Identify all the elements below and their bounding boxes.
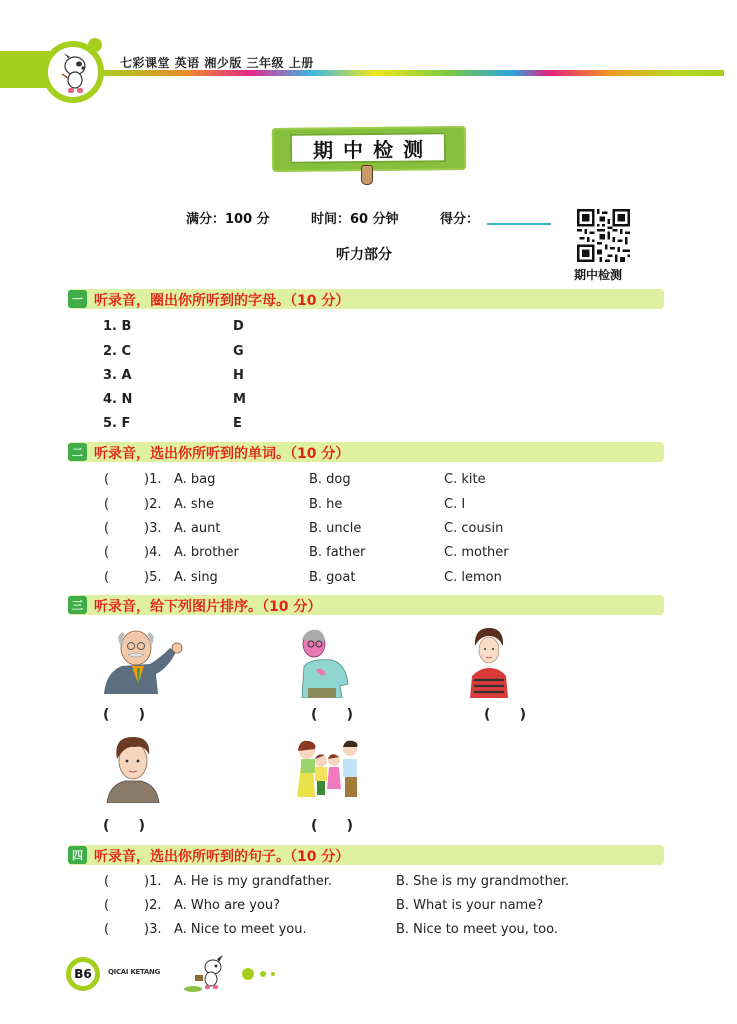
option-b: B. dog — [309, 472, 351, 487]
section-2-title: 听录音，选出你所听到的单词。（10 分） — [94, 446, 350, 462]
option-a: A. sing — [174, 570, 218, 585]
brother-picture — [105, 733, 161, 803]
time-label: 时间：60 分钟 — [311, 212, 399, 227]
option-b: B. father — [309, 545, 366, 560]
option-c: C. mother — [444, 545, 509, 560]
section-4-title: 听录音，选出你所听到的句子。（10 分） — [94, 849, 350, 865]
picture-2-blank[interactable]: ( ) — [311, 707, 354, 723]
option-a: A. He is my grandfather. — [174, 874, 333, 889]
footer-dot-small — [271, 972, 275, 976]
section-1-title: 听录音，圈出你所听到的字母。（10 分） — [94, 293, 350, 309]
option-b: B. uncle — [309, 521, 362, 536]
score-blank[interactable] — [487, 223, 551, 225]
option-a: A. Nice to meet you. — [174, 922, 307, 937]
qr-caption: 期中检测 — [574, 268, 623, 282]
option-a: A. aunt — [174, 521, 221, 536]
section-1-number: 一 — [68, 290, 87, 308]
option-c: C. lemon — [444, 570, 502, 585]
letter-option-a[interactable]: A — [121, 368, 132, 383]
picture-4-blank[interactable]: ( ) — [103, 818, 146, 834]
section-4-header — [68, 845, 664, 865]
answer-blank[interactable]: ( — [104, 472, 110, 487]
page-number: B6 — [74, 967, 92, 981]
option-c: C. kite — [444, 472, 486, 487]
series-title: 七彩课堂 英语 湘少版 三年级 上册 — [120, 56, 314, 70]
option-a: A. brother — [174, 545, 239, 560]
section-2-header — [68, 442, 664, 462]
page-number-badge — [66, 957, 100, 991]
letter-option-a[interactable]: F — [121, 416, 131, 431]
section-1-header — [68, 289, 664, 309]
option-b: B. goat — [309, 570, 356, 585]
letter-option-a[interactable]: B — [121, 319, 132, 334]
letter-option-b[interactable]: E — [233, 416, 242, 431]
picture-3-blank[interactable]: ( ) — [484, 707, 527, 723]
answer-blank[interactable]: ( — [104, 922, 110, 937]
page-title: 期中检测 — [312, 136, 434, 163]
option-c: C. cousin — [444, 521, 504, 536]
letter-option-a[interactable]: N — [121, 392, 133, 407]
answer-blank[interactable]: ( — [104, 874, 110, 889]
answer-blank[interactable]: ( — [104, 521, 110, 536]
footer-brand: QICAI KETANG — [108, 968, 161, 976]
footer-dot-large — [242, 968, 254, 980]
answer-blank[interactable]: ( — [104, 898, 110, 913]
header-rainbow-bar — [100, 70, 724, 76]
section-3-title: 听录音，给下列图片排序。（10 分） — [94, 599, 322, 615]
letter-option-b[interactable]: M — [233, 392, 246, 407]
letter-option-b[interactable]: D — [233, 319, 244, 334]
answer-blank[interactable]: ( — [104, 497, 110, 512]
qr-code-icon[interactable] — [577, 209, 630, 262]
section-3-number: 三 — [68, 596, 87, 614]
grandmother-picture — [292, 626, 354, 698]
footer-dog-mascot-icon — [183, 955, 229, 995]
option-a: A. she — [174, 497, 214, 512]
option-b: B. he — [309, 497, 343, 512]
section-4-number: 四 — [68, 846, 87, 864]
section-2-number: 二 — [68, 443, 87, 461]
family-picture — [293, 737, 373, 803]
option-a: A. Who are you? — [174, 898, 281, 913]
grandfather-picture — [100, 628, 184, 694]
full-score-label: 满分：100 分 — [186, 212, 270, 227]
title-inner-frame — [290, 132, 446, 164]
letter-option-b[interactable]: G — [233, 344, 244, 359]
letter-option-b[interactable]: H — [233, 368, 244, 383]
picture-5-blank[interactable]: ( ) — [311, 818, 354, 834]
picture-1-blank[interactable]: ( ) — [103, 707, 146, 723]
answer-blank[interactable]: ( — [104, 545, 110, 560]
mother-picture — [466, 624, 512, 698]
dog-mascot-icon — [58, 52, 92, 96]
option-b: B. What is your name? — [396, 898, 544, 913]
option-c: C. I — [444, 497, 466, 512]
option-b: B. Nice to meet you, too. — [396, 922, 558, 937]
pointing-finger-icon — [361, 165, 373, 185]
option-a: A. bag — [174, 472, 216, 487]
footer-dot-medium — [260, 971, 266, 977]
section-3-header — [68, 595, 664, 615]
letter-option-a[interactable]: C — [121, 344, 132, 359]
option-b: B. She is my grandmother. — [396, 874, 570, 889]
score-label: 得分： — [440, 212, 480, 227]
listening-heading: 听力部分 — [336, 247, 392, 263]
answer-blank[interactable]: ( — [104, 570, 110, 585]
